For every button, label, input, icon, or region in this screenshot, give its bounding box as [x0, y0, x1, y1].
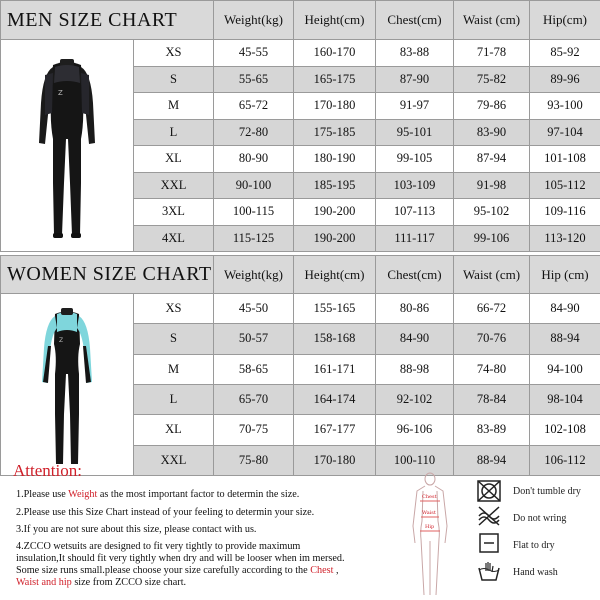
height-value: 170-180 [294, 445, 376, 475]
height-value: 158-168 [294, 324, 376, 354]
height-value: 175-185 [294, 119, 376, 146]
size-label: 4XL [134, 225, 214, 252]
weight-value: 100-115 [214, 199, 294, 226]
weight-value: 72-80 [214, 119, 294, 146]
waist-value: 79-86 [454, 93, 530, 120]
waist-value: 71-78 [454, 40, 530, 67]
women-size-table [0, 255, 600, 476]
weight-value: 80-90 [214, 146, 294, 173]
no-tumble-dry-icon [476, 479, 502, 503]
chest-value: 88-98 [376, 354, 454, 384]
height-value: 190-200 [294, 225, 376, 252]
table-row [1, 294, 600, 324]
attention-title: Attention: [13, 461, 82, 480]
waist-value: 75-82 [454, 66, 530, 93]
women-col-hip: Hip (cm) [530, 256, 600, 294]
chest-value: 107-113 [376, 199, 454, 226]
height-value: 180-190 [294, 146, 376, 173]
chest-value: 99-105 [376, 146, 454, 173]
size-label: XS [134, 40, 214, 67]
height-value: 165-175 [294, 66, 376, 93]
no-wring-icon [476, 504, 502, 528]
hip-value: 84-90 [530, 294, 600, 324]
height-value: 190-200 [294, 199, 376, 226]
men-chart-title: MEN SIZE CHART [1, 1, 214, 40]
size-label: XXL [134, 172, 214, 199]
hip-value: 109-116 [530, 199, 600, 226]
men-wetsuit-cell [1, 40, 134, 252]
chest-value: 84-90 [376, 324, 454, 354]
chest-value: 111-117 [376, 225, 454, 252]
size-label: L [134, 384, 214, 414]
hip-value: 97-104 [530, 119, 600, 146]
women-wetsuit-image [17, 294, 117, 470]
height-value: 155-165 [294, 294, 376, 324]
waist-value: 87-94 [454, 146, 530, 173]
waist-value: 66-72 [454, 294, 530, 324]
body-label-waist: Waist [422, 510, 436, 516]
height-value: 185-195 [294, 172, 376, 199]
hip-value: 88-94 [530, 324, 600, 354]
men-col-chest: Chest(cm) [376, 1, 454, 40]
table-row [1, 40, 600, 67]
waist-value: 74-80 [454, 354, 530, 384]
chest-value: 103-109 [376, 172, 454, 199]
weight-value: 115-125 [214, 225, 294, 252]
waist-value: 78-84 [454, 384, 530, 414]
chest-value: 100-110 [376, 445, 454, 475]
chest-value: 87-90 [376, 66, 454, 93]
attention-section [0, 459, 600, 600]
flat-dry-icon [476, 531, 502, 555]
size-label: M [134, 354, 214, 384]
size-label: S [134, 324, 214, 354]
height-value: 170-180 [294, 93, 376, 120]
women-col-weight: Weight(kg) [214, 256, 294, 294]
women-col-waist: Waist (cm) [454, 256, 530, 294]
men-size-chart [0, 0, 600, 252]
attention-line-3: 3.If you are not sure about this size, please contact with us. [16, 524, 257, 535]
body-label-chest: Chest [422, 494, 437, 500]
body-measurement-figure [405, 471, 455, 599]
chest-value: 83-88 [376, 40, 454, 67]
attention-line-4b: insulation,It should fit very tightly when dry and will be looser when im mersed. [16, 553, 345, 564]
weight-value: 58-65 [214, 354, 294, 384]
men-col-weight: Weight(kg) [214, 1, 294, 40]
men-wetsuit-image [17, 43, 117, 243]
waist-value: 95-102 [454, 199, 530, 226]
attention-line-4a: 4.ZCCO wetsuits are designed to fit very tightly to provide maximum [16, 541, 301, 552]
men-col-waist: Waist (cm) [454, 1, 530, 40]
size-label: M [134, 93, 214, 120]
hip-value: 85-92 [530, 40, 600, 67]
height-value: 161-171 [294, 354, 376, 384]
chest-value: 96-106 [376, 415, 454, 445]
waist-value: 83-89 [454, 415, 530, 445]
size-label: XS [134, 294, 214, 324]
weight-value: 90-100 [214, 172, 294, 199]
hip-value: 106-112 [530, 445, 600, 475]
women-chart-title: WOMEN SIZE CHART [1, 256, 214, 294]
chest-value: 91-97 [376, 93, 454, 120]
waist-value: 88-94 [454, 445, 530, 475]
hip-value: 101-108 [530, 146, 600, 173]
weight-value: 50-57 [214, 324, 294, 354]
waist-value: 99-106 [454, 225, 530, 252]
attention-line-1: 1.Please use Weight as the most important factor to determin the size. [16, 489, 300, 500]
waist-value: 70-76 [454, 324, 530, 354]
attention-line-2: 2.Please use this Size Chart instead of your feeling to determin your size. [16, 507, 315, 518]
body-label-hip: Hip [425, 524, 435, 530]
weight-value: 75-80 [214, 445, 294, 475]
height-value: 164-174 [294, 384, 376, 414]
size-label: XL [134, 146, 214, 173]
care-label-flat-dry: Flat to dry [513, 540, 555, 551]
hip-value: 102-108 [530, 415, 600, 445]
svg-text:Z: Z [58, 89, 63, 97]
care-label-hand-wash: Hand wash [513, 567, 558, 578]
hand-wash-icon [476, 559, 502, 583]
size-label: XXL [134, 445, 214, 475]
svg-text:Z: Z [59, 337, 64, 344]
chest-value: 80-86 [376, 294, 454, 324]
attention-line-4c: Some size runs small.please choose your size carefully according to the Chest , [16, 565, 339, 576]
weight-value: 65-70 [214, 384, 294, 414]
care-label-no-tumble-dry: Don't tumble dry [513, 486, 581, 497]
height-value: 167-177 [294, 415, 376, 445]
women-col-chest: Chest(cm) [376, 256, 454, 294]
weight-value: 65-72 [214, 93, 294, 120]
size-label: 3XL [134, 199, 214, 226]
women-col-height: Height(cm) [294, 256, 376, 294]
hip-value: 98-104 [530, 384, 600, 414]
size-label: S [134, 66, 214, 93]
care-label-no-wring: Do not wring [513, 513, 567, 524]
hip-value: 94-100 [530, 354, 600, 384]
weight-value: 70-75 [214, 415, 294, 445]
hip-value: 93-100 [530, 93, 600, 120]
chest-value: 92-102 [376, 384, 454, 414]
men-size-table [0, 0, 600, 252]
attention-line-4d: Waist and hip size from ZCCO size chart. [16, 577, 187, 588]
chest-value: 95-101 [376, 119, 454, 146]
size-label: L [134, 119, 214, 146]
waist-value: 91-98 [454, 172, 530, 199]
weight-value: 45-55 [214, 40, 294, 67]
height-value: 160-170 [294, 40, 376, 67]
weight-value: 45-50 [214, 294, 294, 324]
waist-value: 83-90 [454, 119, 530, 146]
hip-value: 105-112 [530, 172, 600, 199]
men-col-height: Height(cm) [294, 1, 376, 40]
men-col-hip: Hip(cm) [530, 1, 600, 40]
women-size-chart [0, 255, 600, 476]
hip-value: 89-96 [530, 66, 600, 93]
size-label: XL [134, 415, 214, 445]
weight-value: 55-65 [214, 66, 294, 93]
women-wetsuit-cell [1, 294, 134, 476]
hip-value: 113-120 [530, 225, 600, 252]
